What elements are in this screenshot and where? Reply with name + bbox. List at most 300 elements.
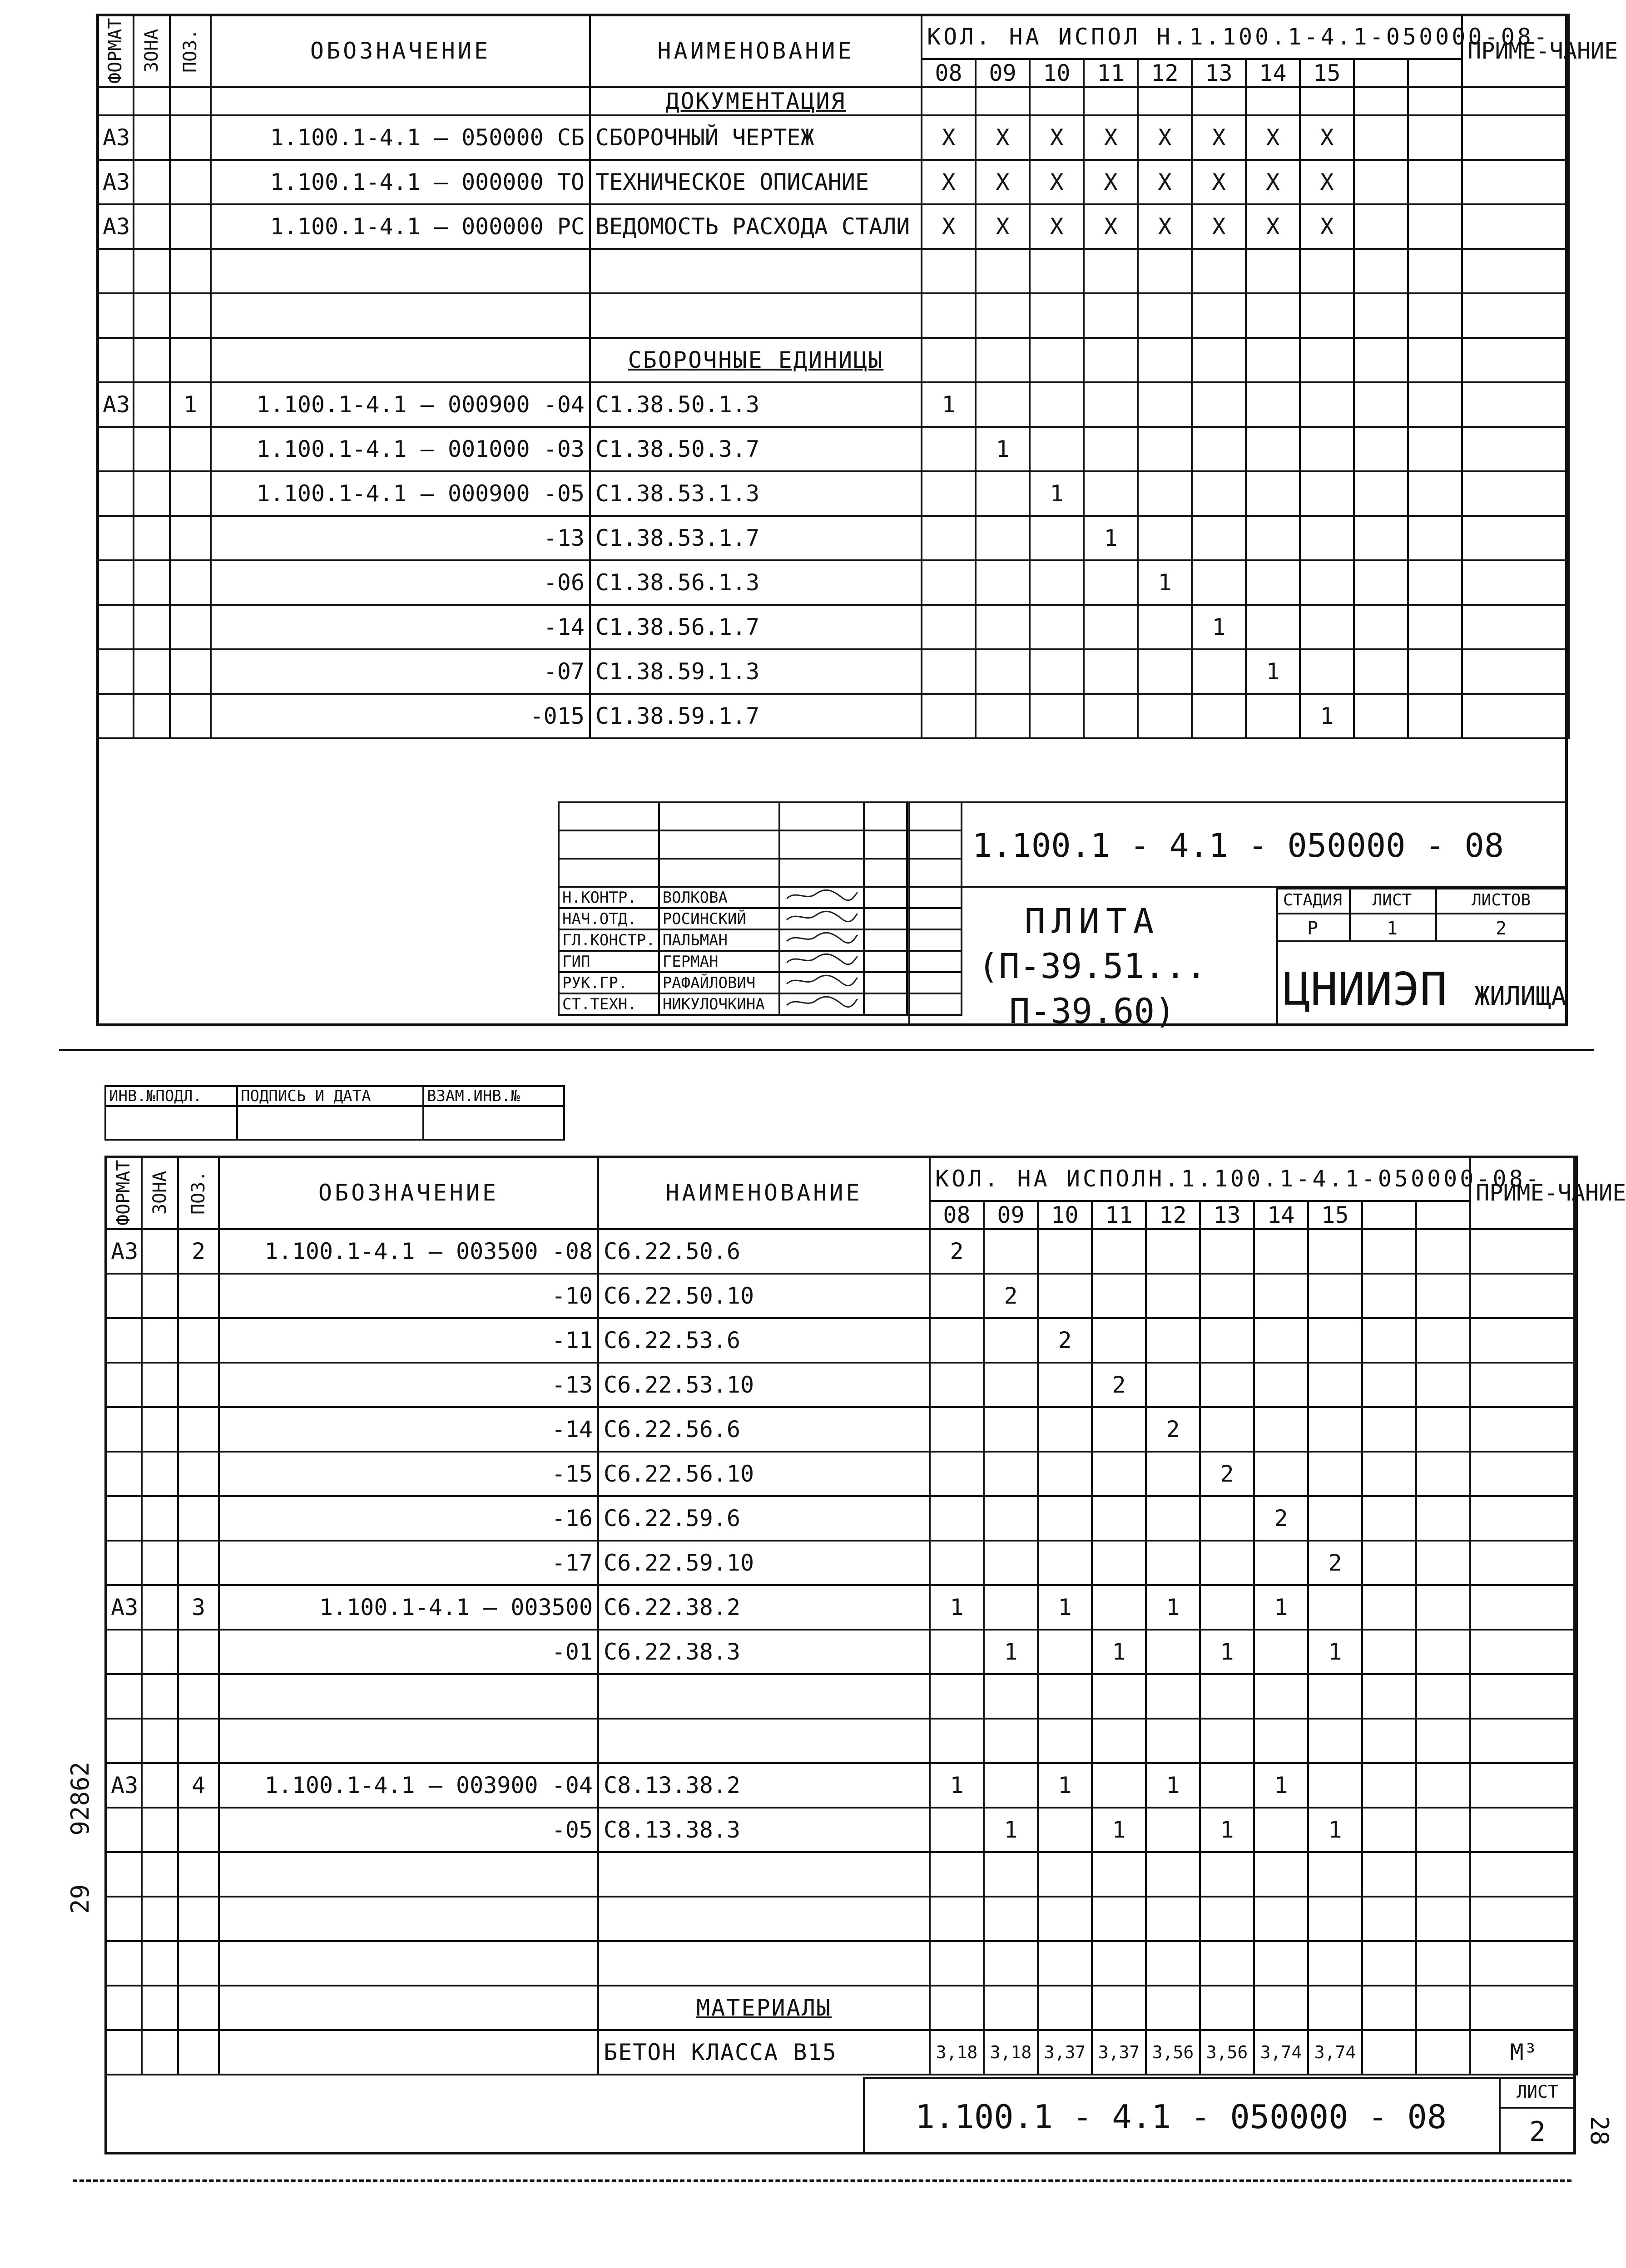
stamp-empty-cell — [659, 802, 779, 830]
cell-qty — [976, 649, 1030, 694]
cell-qty — [976, 87, 1030, 115]
sheets-value: 2 — [1495, 918, 1507, 939]
cell-qty — [1408, 115, 1462, 160]
cell-qty — [1362, 1674, 1416, 1719]
cell-qty — [1092, 1941, 1146, 1986]
header-variant: 12 — [1146, 1201, 1200, 1229]
cell-qty — [1038, 1852, 1092, 1897]
cell-qty — [1084, 87, 1138, 115]
cell-qty — [1246, 338, 1300, 382]
cell-qty — [1146, 1897, 1200, 1941]
table-row — [105, 1986, 1577, 2030]
cell-qty — [1254, 1318, 1308, 1363]
table-row — [97, 427, 1569, 471]
cell-designation: -14 — [211, 605, 590, 649]
cell-qty — [1408, 293, 1462, 338]
cell-qty — [930, 1318, 984, 1363]
signature — [779, 908, 864, 929]
cell-qty — [1200, 1852, 1254, 1897]
header-variant: 09 — [984, 1201, 1038, 1229]
cell-qty — [1308, 1452, 1362, 1496]
table-row — [105, 1363, 1577, 1407]
cell-qty — [1246, 87, 1300, 115]
header-quantity: КОЛ. НА ИСПОЛН.1.100.1-4.1-050000-08- — [930, 1156, 1470, 1201]
cell-format — [97, 293, 134, 338]
cell-qty — [1362, 1274, 1416, 1318]
cell-designation: -13 — [211, 516, 590, 560]
cell-qty — [1300, 560, 1354, 605]
cell-zone — [142, 1318, 178, 1363]
table-row — [105, 1407, 1577, 1452]
cell-zone — [134, 560, 170, 605]
table-row — [105, 1496, 1577, 1541]
cell-format — [105, 1986, 142, 2030]
cell-qty — [984, 1407, 1038, 1452]
cell-qty: X — [1138, 204, 1192, 249]
cell-qty — [1038, 1452, 1092, 1496]
cell-zone — [142, 1496, 178, 1541]
cell-qty: 1 — [1200, 1808, 1254, 1852]
cell-note — [1462, 471, 1569, 516]
stamp-empty-cell — [864, 802, 907, 830]
cell-note — [1462, 649, 1569, 694]
header-format: ФОРМАТ — [105, 1156, 142, 1229]
cell-qty — [976, 516, 1030, 560]
cell-designation: -14 — [219, 1407, 598, 1452]
cell-qty — [1254, 1941, 1308, 1986]
stamp-role: ГЛ.КОНСТР. — [559, 929, 659, 951]
document-title — [908, 899, 1276, 1033]
cell-position — [170, 204, 211, 249]
header-note: ПРИМЕ-ЧАНИЕ — [1470, 1156, 1577, 1229]
cell-qty — [1308, 1318, 1362, 1363]
table-row — [97, 694, 1569, 738]
cell-qty — [930, 1986, 984, 2030]
cell-qty — [1200, 1674, 1254, 1719]
cell-note — [1462, 382, 1569, 427]
cell-qty — [1030, 249, 1084, 293]
cell-qty: X — [1192, 160, 1246, 204]
title-block-sheet-1 — [558, 801, 962, 1016]
stage-value: Р — [1307, 918, 1319, 939]
header-variant: 08 — [922, 59, 976, 87]
header-variant: 12 — [1138, 59, 1192, 87]
cell-qty — [1408, 605, 1462, 649]
stamp-empty-cell — [864, 859, 907, 887]
cell-qty — [1138, 605, 1192, 649]
cell-qty — [1030, 427, 1084, 471]
cell-qty: 1 — [984, 1808, 1038, 1852]
cell-position — [178, 1674, 219, 1719]
cell-qty — [1192, 471, 1246, 516]
cell-note — [1462, 249, 1569, 293]
cell-qty — [1092, 1407, 1146, 1452]
cell-qty — [1200, 1541, 1254, 1585]
inv-label-2: ПОДПИСЬ И ДАТА — [237, 1086, 423, 1106]
cell-qty — [1416, 1808, 1470, 1852]
cell-qty — [984, 1452, 1038, 1496]
cell-qty — [1246, 382, 1300, 427]
cell-qty — [1354, 427, 1408, 471]
cell-note — [1470, 1941, 1577, 1986]
cell-designation — [211, 87, 590, 115]
cell-qty: X — [976, 115, 1030, 160]
table-row — [105, 1852, 1577, 1897]
cell-qty — [976, 694, 1030, 738]
cell-qty — [1408, 427, 1462, 471]
cell-qty — [1362, 1363, 1416, 1407]
cell-zone — [142, 1585, 178, 1630]
cell-name: С1.38.50.1.3 — [590, 382, 922, 427]
cell-zone — [134, 605, 170, 649]
cell-qty: 1 — [1038, 1585, 1092, 1630]
cell-qty — [930, 1897, 984, 1941]
table-row — [105, 1541, 1577, 1585]
stage-label: СТАДИЯ — [1283, 891, 1343, 909]
cell-note — [1470, 1318, 1577, 1363]
cell-qty: 2 — [1254, 1496, 1308, 1541]
cell-format: A3 — [97, 382, 134, 427]
cell-qty — [1038, 1674, 1092, 1719]
header-note: ПРИМЕ-ЧАНИЕ — [1462, 15, 1569, 87]
cell-format — [105, 1318, 142, 1363]
cell-qty — [1354, 293, 1408, 338]
cell-qty — [1200, 1407, 1254, 1452]
cell-qty — [976, 338, 1030, 382]
cell-qty — [1084, 293, 1138, 338]
cell-designation — [219, 1852, 598, 1897]
cell-qty — [1416, 1229, 1470, 1274]
cell-qty — [1038, 1363, 1092, 1407]
stamp-role: СТ.ТЕХН. — [559, 993, 659, 1015]
cell-qty — [1408, 249, 1462, 293]
cell-qty — [930, 1852, 984, 1897]
header-zone: ЗОНА — [134, 15, 170, 87]
cell-qty: 1 — [1308, 1808, 1362, 1852]
cell-qty — [976, 382, 1030, 427]
cell-qty — [1092, 1496, 1146, 1541]
cell-qty — [1354, 694, 1408, 738]
table-row — [97, 560, 1569, 605]
cell-zone — [142, 1407, 178, 1452]
cell-zone — [134, 694, 170, 738]
cell-qty — [1092, 1852, 1146, 1897]
cell-qty — [976, 560, 1030, 605]
cell-qty — [1408, 160, 1462, 204]
cell-qty — [1408, 382, 1462, 427]
cell-qty — [1300, 338, 1354, 382]
document-code: 1.100.1 - 4.1 - 050000 - 08 — [972, 826, 1504, 865]
table-row — [97, 204, 1569, 249]
stamp-empty-cell — [659, 859, 779, 887]
cell-qty — [1038, 1541, 1092, 1585]
cell-qty: X — [976, 204, 1030, 249]
header-variant: 14 — [1254, 1201, 1308, 1229]
cell-qty — [1254, 1407, 1308, 1452]
cell-name: С1.38.59.1.3 — [590, 649, 922, 694]
cell-qty — [1146, 1541, 1200, 1585]
cell-qty — [1408, 516, 1462, 560]
header-variant — [1354, 59, 1408, 87]
cell-qty — [1200, 1585, 1254, 1630]
stamp-person: РОСИНСКИЙ — [659, 908, 779, 929]
cell-qty: 1 — [1138, 560, 1192, 605]
cell-qty: X — [1138, 115, 1192, 160]
header-position: ПОЗ. — [178, 1156, 219, 1229]
cell-format — [105, 1496, 142, 1541]
stamp-empty-cell — [559, 830, 659, 859]
cell-qty — [984, 1986, 1038, 2030]
cell-qty: X — [1030, 115, 1084, 160]
cell-zone — [134, 516, 170, 560]
cell-designation: -17 — [219, 1541, 598, 1585]
organization — [1283, 963, 1567, 1016]
cell-qty — [1146, 1496, 1200, 1541]
cell-qty — [1192, 249, 1246, 293]
sheet-value: 1 — [1386, 918, 1398, 939]
cell-qty — [1354, 649, 1408, 694]
cell-position — [178, 1808, 219, 1852]
cell-qty — [1362, 1585, 1416, 1630]
cell-note — [1462, 293, 1569, 338]
cell-note — [1470, 1897, 1577, 1941]
stamp-empty-cell — [559, 802, 659, 830]
cell-qty — [1138, 338, 1192, 382]
header-designation: ОБОЗНАЧЕНИЕ — [219, 1156, 598, 1229]
cell-qty — [984, 1229, 1038, 1274]
cell-position — [170, 115, 211, 160]
header-variant: 15 — [1300, 59, 1354, 87]
cell-qty — [1362, 1719, 1416, 1763]
cell-qty — [1092, 1229, 1146, 1274]
cell-designation — [219, 1986, 598, 2030]
cell-note — [1462, 427, 1569, 471]
cell-qty — [1146, 1986, 1200, 2030]
cell-qty — [1416, 1363, 1470, 1407]
cell-qty — [984, 1897, 1038, 1941]
cell-position — [178, 1630, 219, 1674]
stamp-date — [864, 887, 907, 908]
sheet-label: ЛИСТ — [1372, 891, 1412, 909]
cell-format — [105, 1897, 142, 1941]
cell-qty — [1200, 1719, 1254, 1763]
stamp-person: ВОЛКОВА — [659, 887, 779, 908]
cell-qty: X — [1246, 160, 1300, 204]
table-row — [97, 115, 1569, 160]
table-row — [105, 1674, 1577, 1719]
cell-position — [178, 1986, 219, 2030]
cell-qty — [1354, 471, 1408, 516]
cell-qty — [1092, 1897, 1146, 1941]
footer-document-code: 1.100.1 - 4.1 - 050000 - 08 — [915, 2098, 1447, 2136]
cell-zone — [142, 1986, 178, 2030]
cell-qty — [1254, 1229, 1308, 1274]
cell-format: A3 — [97, 115, 134, 160]
sheet-2-spec-table — [104, 1156, 1626, 2075]
cell-format — [105, 2030, 142, 2075]
cell-qty — [1308, 1763, 1362, 1808]
cell-qty — [1138, 471, 1192, 516]
cell-qty: 1 — [930, 1763, 984, 1808]
cell-qty — [976, 293, 1030, 338]
cell-zone — [134, 249, 170, 293]
cell-qty — [984, 1719, 1038, 1763]
cell-qty — [984, 1318, 1038, 1363]
cell-qty — [1308, 1719, 1362, 1763]
cell-note — [1462, 87, 1569, 115]
stamp-empty-cell — [659, 830, 779, 859]
cell-qty — [1254, 1674, 1308, 1719]
sheet-divider — [59, 1049, 1594, 1051]
cell-name: С8.13.38.3 — [598, 1808, 930, 1852]
cell-qty: X — [922, 160, 976, 204]
cell-format: A3 — [97, 160, 134, 204]
cell-name: ВЕДОМОСТЬ РАСХОДА СТАЛИ — [590, 204, 922, 249]
table-row — [97, 471, 1569, 516]
cell-zone — [134, 293, 170, 338]
cell-qty — [1138, 516, 1192, 560]
cell-position: 2 — [178, 1229, 219, 1274]
table-row — [105, 1897, 1577, 1941]
cell-qty — [1362, 1808, 1416, 1852]
stamp-role: Н.КОНТР. — [559, 887, 659, 908]
cell-note — [1462, 605, 1569, 649]
cell-qty — [1092, 1541, 1146, 1585]
cell-name — [598, 1719, 930, 1763]
cell-qty — [1092, 1274, 1146, 1318]
cell-designation: 1.100.1-4.1 — 001000 -03 — [211, 427, 590, 471]
table-row — [97, 249, 1569, 293]
cell-qty — [1254, 1719, 1308, 1763]
cell-name: ДОКУМЕНТАЦИЯ — [590, 87, 922, 115]
cell-qty — [1362, 1541, 1416, 1585]
cell-note — [1462, 160, 1569, 204]
cell-format — [105, 1407, 142, 1452]
cell-qty — [1030, 293, 1084, 338]
cell-qty — [1308, 1986, 1362, 2030]
cell-qty — [1408, 87, 1462, 115]
cell-qty: 2 — [1038, 1318, 1092, 1363]
cell-qty — [1200, 1986, 1254, 2030]
cell-qty — [1200, 1363, 1254, 1407]
cell-qty — [1354, 160, 1408, 204]
cell-zone — [142, 2030, 178, 2075]
cell-qty — [1246, 471, 1300, 516]
cell-qty — [1300, 249, 1354, 293]
table-row — [97, 87, 1569, 115]
cell-qty — [1362, 1941, 1416, 1986]
cell-qty: 3,56 — [1200, 2030, 1254, 2075]
cell-designation: 1.100.1-4.1 — 000000 РС — [211, 204, 590, 249]
cell-qty — [1416, 1496, 1470, 1541]
cell-note — [1462, 560, 1569, 605]
cell-format — [105, 1452, 142, 1496]
cell-name — [598, 1897, 930, 1941]
cell-name: С6.22.59.10 — [598, 1541, 930, 1585]
cell-qty — [1038, 1274, 1092, 1318]
cell-position — [178, 1941, 219, 1986]
cell-qty: 1 — [1030, 471, 1084, 516]
cell-qty — [1354, 115, 1408, 160]
cell-qty — [1038, 1808, 1092, 1852]
cell-position: 3 — [178, 1585, 219, 1630]
cell-designation — [211, 338, 590, 382]
cell-name: С1.38.50.3.7 — [590, 427, 922, 471]
cell-qty — [1146, 1274, 1200, 1318]
cell-qty — [922, 249, 976, 293]
cell-qty — [1146, 1630, 1200, 1674]
stamp-empty-cell — [779, 830, 864, 859]
cell-designation: 1.100.1-4.1 — 003500 — [219, 1585, 598, 1630]
cell-qty: 3,18 — [930, 2030, 984, 2075]
cell-note — [1470, 1541, 1577, 1585]
cell-qty — [984, 1763, 1038, 1808]
stamp-date — [864, 951, 907, 972]
cell-qty: 1 — [1146, 1763, 1200, 1808]
cell-qty — [1146, 1808, 1200, 1852]
stamp-role: РУК.ГР. — [559, 972, 659, 993]
cell-qty — [1416, 1407, 1470, 1452]
table-row — [97, 516, 1569, 560]
cell-qty — [1030, 382, 1084, 427]
cell-name: ТЕХНИЧЕСКОЕ ОПИСАНИЕ — [590, 160, 922, 204]
header-quantity: КОЛ. НА ИСПОЛ Н.1.100.1-4.1-050000-08- — [922, 15, 1462, 59]
cell-qty — [930, 1452, 984, 1496]
cell-qty — [1200, 1318, 1254, 1363]
cell-qty — [1138, 694, 1192, 738]
cell-qty — [1308, 1674, 1362, 1719]
cell-designation — [211, 249, 590, 293]
cell-zone — [134, 471, 170, 516]
cell-note — [1470, 1852, 1577, 1897]
cell-position — [178, 1496, 219, 1541]
stamp-empty-cell — [779, 859, 864, 887]
cell-format — [97, 560, 134, 605]
stamp-date — [864, 908, 907, 929]
table-row — [105, 1941, 1577, 1986]
cell-qty — [1408, 560, 1462, 605]
cell-qty: 1 — [984, 1630, 1038, 1674]
cell-qty — [1416, 1585, 1470, 1630]
cell-zone — [142, 1541, 178, 1585]
cell-qty: X — [1030, 204, 1084, 249]
cell-note — [1470, 1808, 1577, 1852]
signature — [779, 951, 864, 972]
cell-position — [170, 293, 211, 338]
cell-qty — [1408, 694, 1462, 738]
table-row — [105, 1808, 1577, 1852]
cell-qty — [1362, 1763, 1416, 1808]
cell-qty — [984, 1496, 1038, 1541]
cell-qty: 1 — [922, 382, 976, 427]
cell-qty — [1308, 1229, 1362, 1274]
cell-qty — [1138, 427, 1192, 471]
cell-qty — [930, 1407, 984, 1452]
cell-qty: 2 — [930, 1229, 984, 1274]
cell-qty: X — [1084, 160, 1138, 204]
cell-qty — [1362, 1897, 1416, 1941]
cell-zone — [142, 1897, 178, 1941]
cell-qty — [1138, 293, 1192, 338]
cell-qty: 1 — [1038, 1763, 1092, 1808]
cell-position — [170, 87, 211, 115]
cell-qty — [984, 1363, 1038, 1407]
cell-note — [1470, 1274, 1577, 1318]
cell-note — [1470, 1986, 1577, 2030]
cell-qty — [1192, 694, 1246, 738]
cell-qty — [1254, 1452, 1308, 1496]
cell-qty — [1308, 1852, 1362, 1897]
